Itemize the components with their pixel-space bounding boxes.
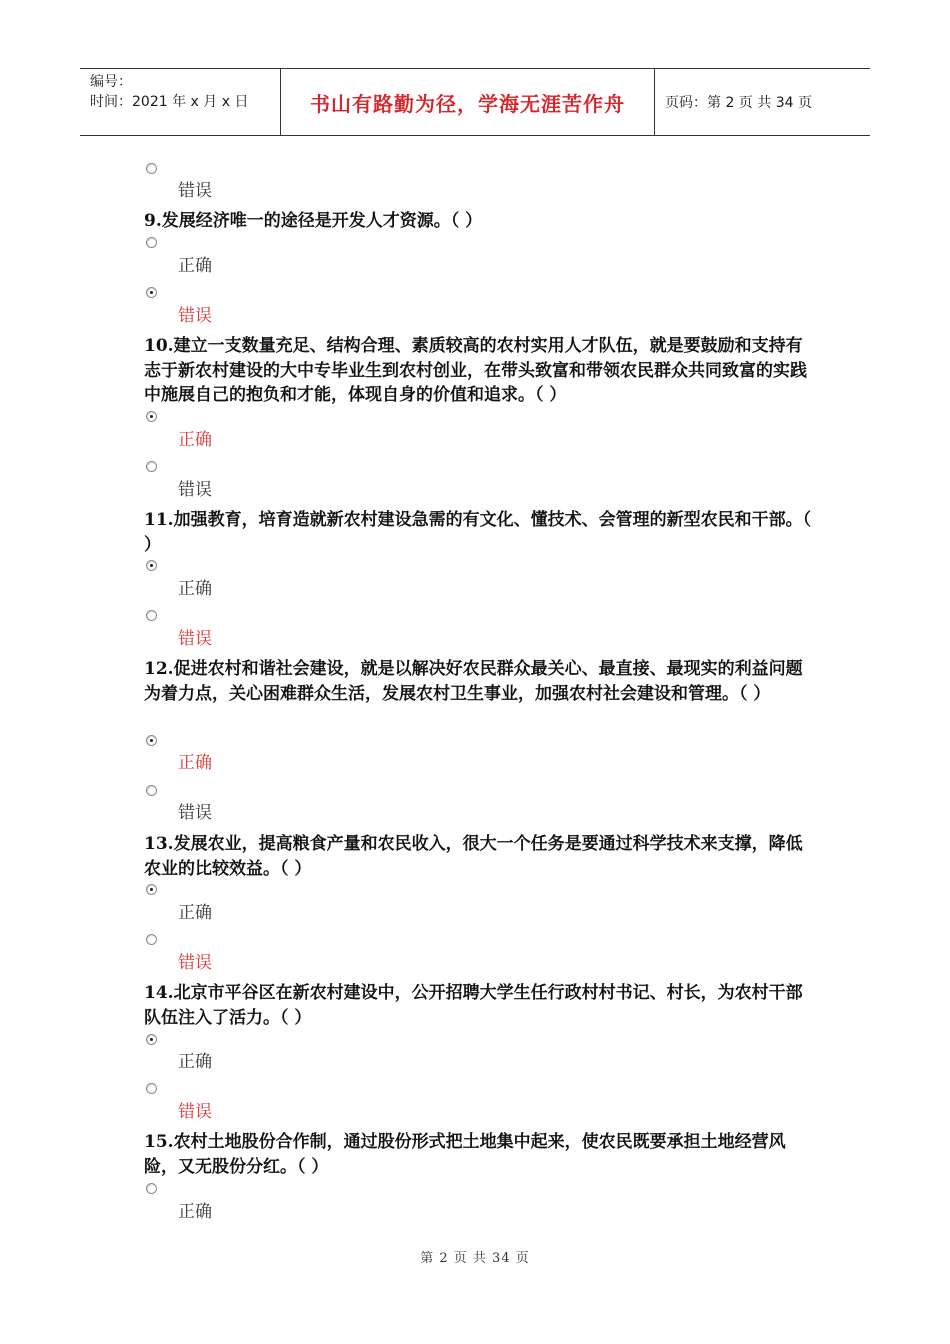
radio-button[interactable] [146, 785, 157, 796]
time-label: 时间：2021 年 x 月 x 日 [90, 94, 249, 110]
question-text: 10.建立一支数量充足、结构合理、素质较高的农村实用人才队伍，就是要鼓励和支持有志于新农村建设的大中专毕业生到农村创业，在带头致富和带领农民群众共同致富的实践中施展自己的抱负和才能，体现自身的价值和追求。（ ） [144, 336, 807, 405]
option-label[interactable]: 正确 [178, 256, 212, 276]
question-text: 11.加强教育，培育造就新农村建设急需的有文化、懂技术、会管理的新型农民和干部。（ ） [144, 510, 812, 555]
option-label[interactable]: 错误 [178, 629, 212, 649]
radio-button[interactable] [146, 610, 157, 621]
header-motto: 书山有路勤为径，学海无涯苦作舟 [281, 69, 655, 135]
question-text: 9.发展经济唯一的途径是开发人才资源。（ ） [144, 211, 483, 231]
radio-button-selected[interactable] [146, 1034, 157, 1045]
radio-button-selected[interactable] [146, 287, 157, 298]
page-footer: 第 2 页 共 34 页 [420, 1251, 530, 1266]
option-label[interactable]: 错误 [178, 480, 212, 500]
option-label[interactable]: 错误 [178, 306, 212, 326]
option-label[interactable]: 正确 [178, 579, 212, 599]
header-page-info: 页码：第 2 页 共 34 页 [665, 95, 812, 111]
radio-button[interactable] [146, 1183, 157, 1194]
option-label[interactable]: 正确 [178, 753, 212, 773]
radio-button[interactable] [146, 461, 157, 472]
radio-button[interactable] [146, 237, 157, 248]
option-label[interactable]: 正确 [178, 430, 212, 450]
radio-button[interactable] [146, 163, 157, 174]
question-text: 13.发展农业，提高粮食产量和农民收入，很大一个任务是要通过科学技术来支撑，降低农业的比较效益。（ ） [144, 834, 803, 879]
radio-button[interactable] [146, 1083, 157, 1094]
option-label[interactable]: 正确 [178, 903, 212, 923]
radio-button[interactable] [146, 934, 157, 945]
option-label[interactable]: 正确 [178, 1202, 212, 1222]
option-label[interactable]: 正确 [178, 1052, 212, 1072]
option-label[interactable]: 错误 [178, 953, 212, 973]
question-text: 12.促进农村和谐社会建设，就是以解决好农民群众最关心、最直接、最现实的利益问题为着力点，关心困难群众生活，发展农村卫生事业，加强农村社会建设和管理。（ ） [144, 659, 803, 704]
radio-button-selected[interactable] [146, 884, 157, 895]
radio-button-selected[interactable] [146, 735, 157, 746]
radio-button-selected[interactable] [146, 560, 157, 571]
option-label[interactable]: 错误 [178, 803, 212, 823]
question-text: 14.北京市平谷区在新农村建设中，公开招聘大学生任行政村村书记、村长，为农村干部队伍注入了活力。（ ） [144, 983, 803, 1028]
option-label[interactable]: 错误 [178, 181, 212, 201]
serial-label: 编号： [90, 74, 132, 90]
question-text: 15.农村土地股份合作制，通过股份形式把土地集中起来，使农民既要承担土地经营风险，又无股份分红。（ ） [144, 1132, 786, 1177]
option-label[interactable]: 错误 [178, 1102, 212, 1122]
radio-button-selected[interactable] [146, 411, 157, 422]
